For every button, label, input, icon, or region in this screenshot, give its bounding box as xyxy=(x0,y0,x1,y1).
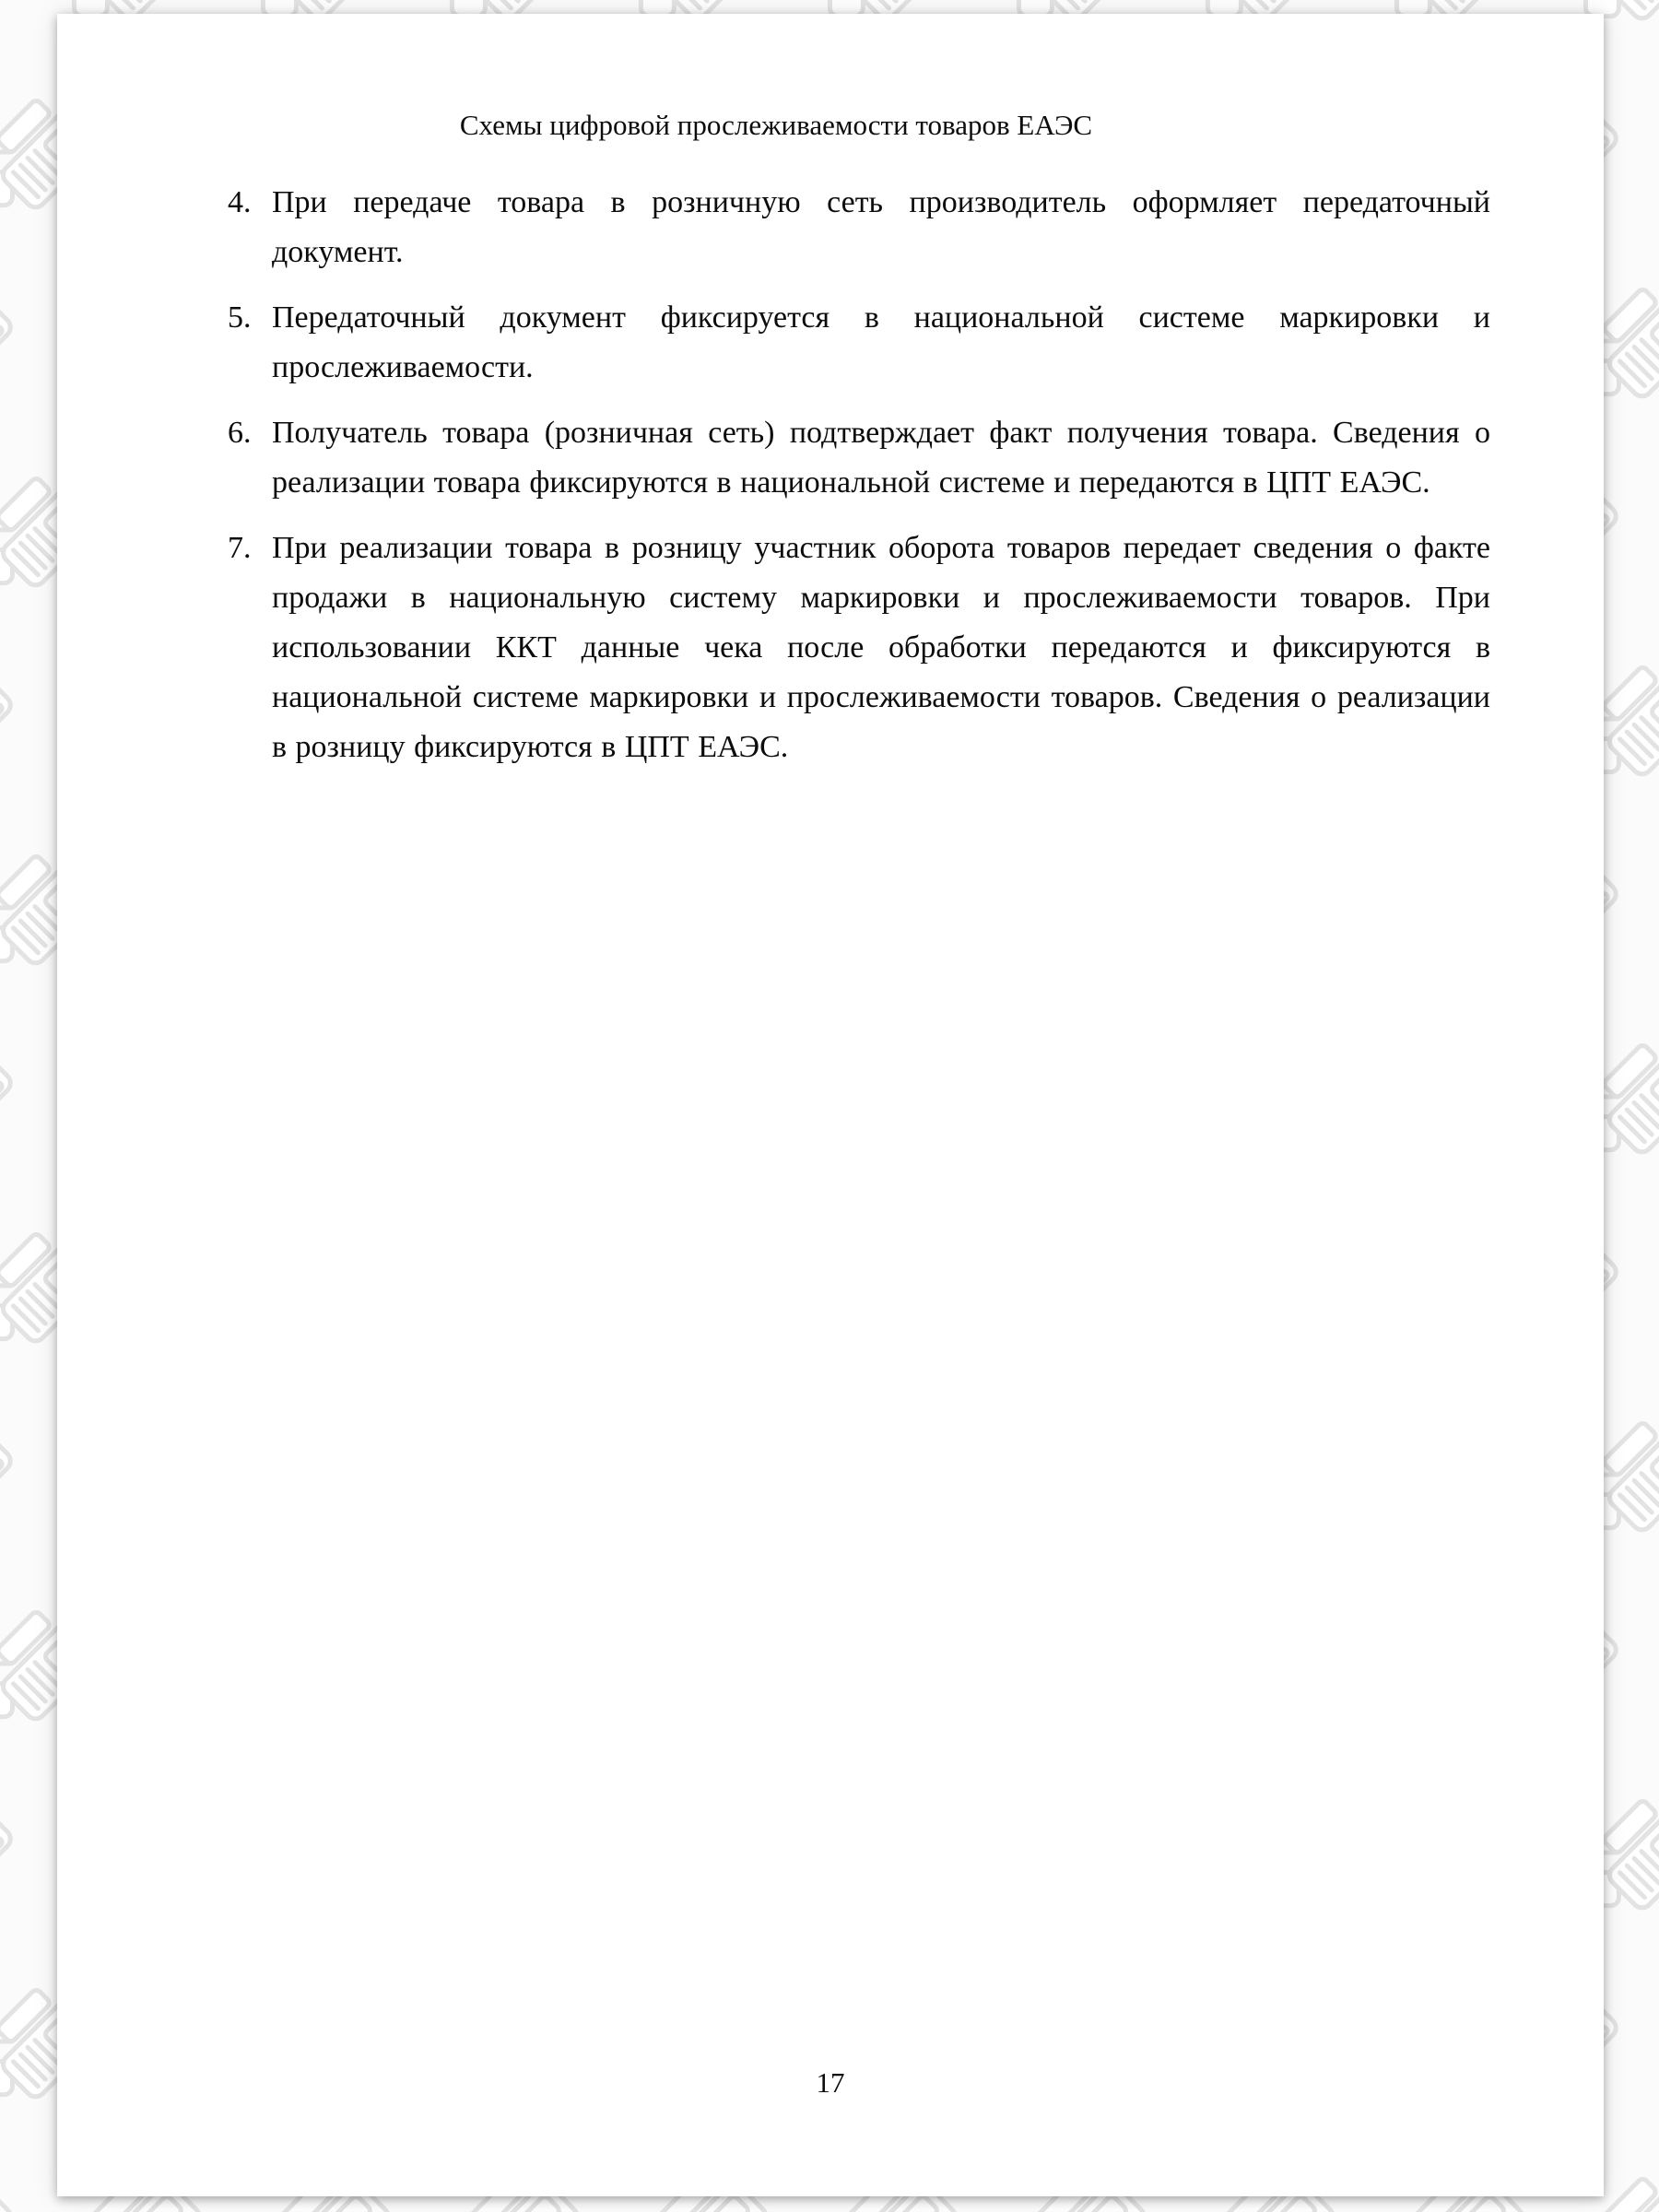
list-item-7 xyxy=(228,524,1490,772)
list-item-text: При реализации товара в розницу участник оборота товаров передает сведения о факте продажи в национальную систему маркировки и прослеживаемости товаров. При использовании ККТ данные чека после обработки передаются и фиксируются в национальной системе маркировки и прослеживаемости товаров. Сведения о реализации в розницу фиксируются в ЦПТ ЕАЭС. xyxy=(272,531,1490,764)
list-item-text: Получатель товара (розничная сеть) подтверждает факт получения товара. Сведения о реализации товара фиксируются в национальной системе и передаются в ЦПТ ЕАЭС. xyxy=(272,416,1490,500)
list-item-text: Передаточный документ фиксируется в национальной системе маркировки и прослеживаемости. xyxy=(272,300,1490,384)
list-item-number: 5. xyxy=(228,300,252,335)
page-number: 17 xyxy=(816,2066,845,2099)
list-item-4 xyxy=(228,178,1490,277)
list-item-text: При передаче товара в розничную сеть производитель оформляет передаточный документ. xyxy=(272,185,1490,269)
list-item-number: 4. xyxy=(228,185,252,219)
list-item-number: 7. xyxy=(228,531,252,565)
list-item-6 xyxy=(228,408,1490,508)
page-header: Схемы цифровой прослеживаемости товаров ЕАЭС xyxy=(459,109,1093,141)
document-page xyxy=(57,14,1604,2196)
list-item-number: 6. xyxy=(228,416,252,450)
page-content xyxy=(57,14,1604,788)
list-item-5 xyxy=(228,293,1490,393)
